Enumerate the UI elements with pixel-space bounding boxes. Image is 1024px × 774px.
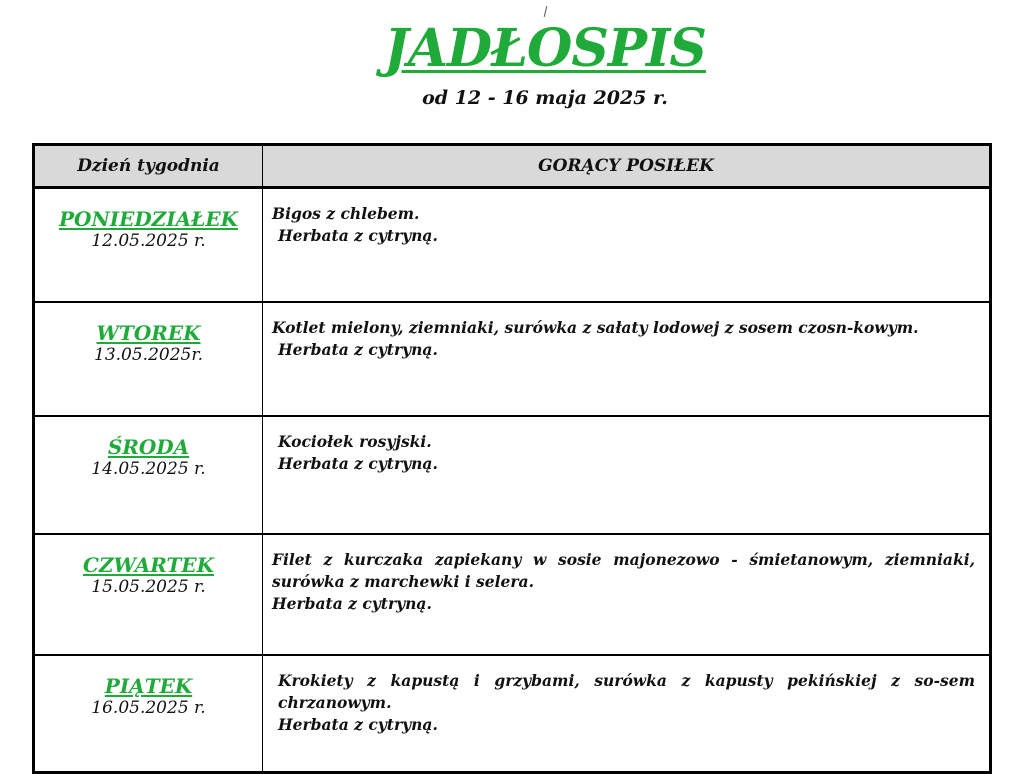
meal-dish: Bigos z chlebem. — [272, 204, 420, 223]
meal-dish: Kotlet mielony, ziemniaki, surówka z sałaty lodowej z sosem czosn-kowym. — [272, 318, 919, 337]
column-header-day: Dzień tygodnia — [34, 145, 263, 188]
day-date: 13.05.2025r. — [94, 345, 203, 365]
meal-dish: Filet z kurczaka zapiekany w sosie majonezowo - śmietanowym, ziemniaki, surówka z marchewki i selera. — [272, 550, 975, 591]
meal-drink: Herbata z cytryną. — [278, 454, 438, 473]
table-row — [34, 534, 991, 655]
day-name-thursday: CZWARTEK — [83, 553, 214, 577]
meal-dish: Krokiety z kapustą i grzybami, surówka z kapusty pekińskiej z so-sem chrzanowym. — [278, 671, 975, 712]
meal-dish: Kociołek rosyjski. — [278, 432, 432, 451]
day-date: 16.05.2025 r. — [91, 698, 206, 718]
day-cell — [34, 534, 263, 655]
table-row — [34, 302, 991, 416]
day-date: 15.05.2025 r. — [91, 577, 206, 597]
table-row — [34, 655, 991, 773]
table-row — [34, 188, 991, 303]
meal-cell — [263, 655, 991, 773]
day-name-friday: PIĄTEK — [104, 674, 193, 698]
day-cell — [34, 302, 263, 416]
day-name-wednesday: ŚRODA — [107, 435, 190, 459]
table-header-row — [34, 145, 991, 188]
meal-drink: Herbata z cytryną. — [272, 594, 432, 613]
date-range-subtitle: od 12 - 16 maja 2025 r. — [422, 87, 668, 109]
meal-drink: Herbata z cytryną. — [278, 715, 438, 734]
meal-cell — [263, 302, 991, 416]
meal-drink: Herbata z cytryną. — [278, 226, 438, 245]
table-row — [34, 416, 991, 534]
menu-table — [32, 143, 992, 774]
day-name-tuesday: WTOREK — [96, 321, 201, 345]
meal-cell — [263, 188, 991, 303]
column-header-meal: GORĄCY POSIŁEK — [263, 145, 991, 188]
meal-drink: Herbata z cytryną. — [278, 340, 438, 359]
day-name-monday: PONIEDZIAŁEK — [59, 207, 238, 231]
day-date: 12.05.2025 r. — [91, 231, 206, 251]
meal-cell — [263, 416, 991, 534]
page-title: JADŁOSPIS — [384, 18, 706, 79]
meal-cell — [263, 534, 991, 655]
day-cell — [34, 188, 263, 303]
decorative-tick-mark — [544, 6, 548, 17]
day-cell — [34, 416, 263, 534]
day-cell — [34, 655, 263, 773]
day-date: 14.05.2025 r. — [91, 459, 206, 479]
